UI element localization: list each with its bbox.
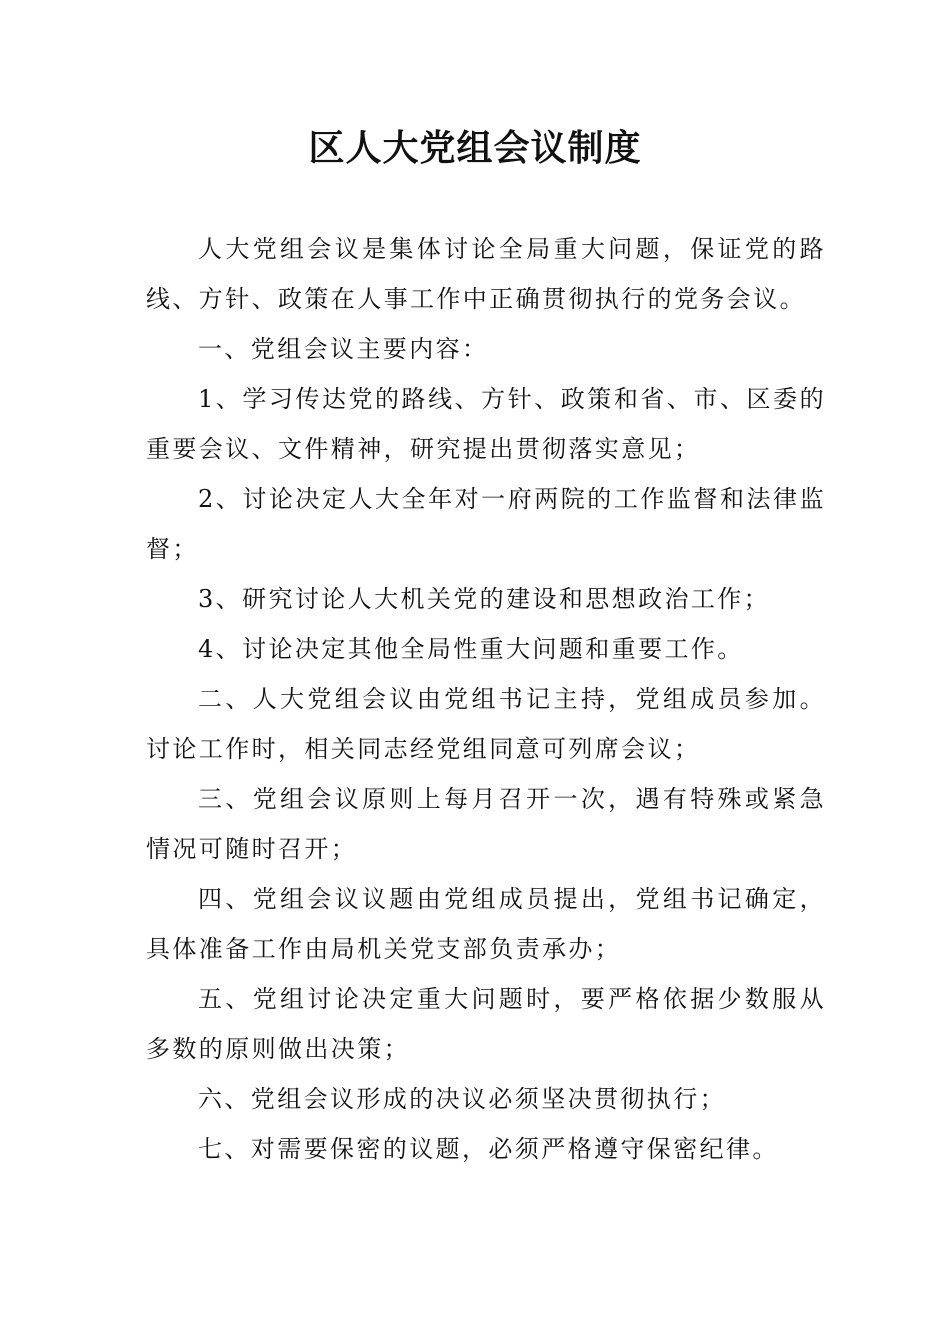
document-body	[146, 224, 826, 1174]
paragraph-item-2: 2、讨论决定人大全年对一府两院的工作监督和法律监督；	[146, 485, 826, 563]
paragraph-section-7: 七、对需要保密的议题，必须严格遵守保密纪律。	[198, 1135, 779, 1163]
paragraph-item-1: 1、学习传达党的路线、方针、政策和省、市、区委的重要会议、文件精神，研究提出贯彻落实意见；	[146, 385, 826, 463]
paragraph-section-3: 三、党组会议原则上每月召开一次，遇有特殊或紧急情况可随时召开；	[146, 785, 826, 863]
paragraph-item-4: 4、讨论决定其他全局性重大问题和重要工作。	[198, 635, 744, 663]
paragraph-section-6: 六、党组会议形成的决议必须坚决贯彻执行；	[198, 1085, 726, 1113]
paragraph-section-5: 五、党组讨论决定重大问题时，要严格依据少数服从多数的原则做出决策；	[146, 985, 826, 1063]
document-title: 区人大党组会议制度	[308, 127, 642, 169]
paragraph-section-4: 四、党组会议议题由党组成员提出，党组书记确定，具体准备工作由局机关党支部负责承办；	[146, 885, 826, 963]
paragraph-item-3: 3、研究讨论人大机关党的建设和思想政治工作；	[198, 585, 771, 613]
paragraph-intro: 人大党组会议是集体讨论全局重大问题，保证党的路线、方针、政策在人事工作中正确贯彻执行的党务会议。	[146, 235, 826, 313]
paragraph-section-1-heading: 一、党组会议主要内容：	[198, 335, 489, 363]
paragraph-section-2: 二、人大党组会议由党组书记主持，党组成员参加。讨论工作时，相关同志经党组同意可列席会议；	[146, 685, 826, 763]
